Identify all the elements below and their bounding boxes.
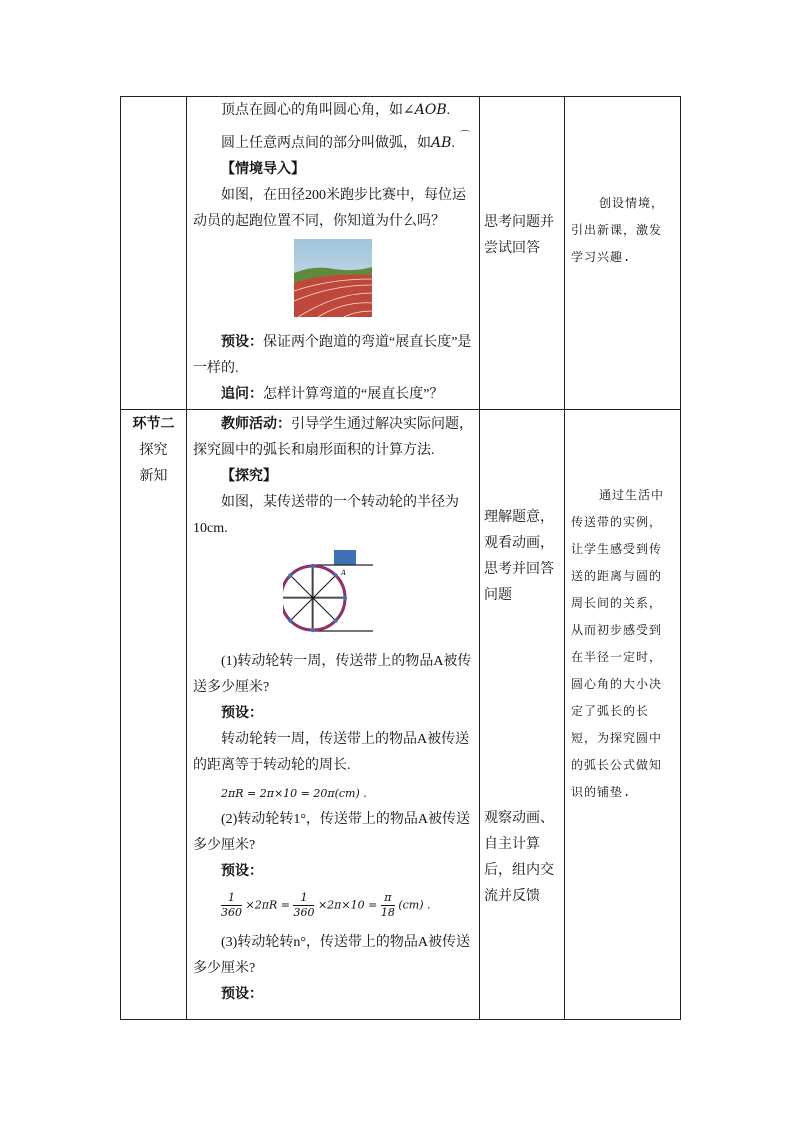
question-2: (2)转动轮转1°，传送带上的物品A被传送多少厘米?	[193, 812, 471, 853]
preset-label-3: 预设：	[221, 987, 263, 1002]
formula-2: $\frac{1}{360}$ ×2πR = $\frac{1}{360}$ ×2π×10 = $\frac{\pi}{18}$ (cm) .	[221, 891, 431, 919]
table-row	[121, 97, 681, 410]
design-intent-cell	[565, 97, 681, 410]
stage-subtitle-2: 新知	[139, 469, 168, 484]
section-heading: 【情境导入】	[221, 162, 305, 177]
definition-arc: 圆上任意两点间的部分叫做弧，如 ⌒ AB.	[193, 130, 475, 157]
stage-cell-empty	[121, 97, 187, 410]
student-activity-text-b: 观察动画、自主计算后，组内交流并反馈	[484, 811, 554, 904]
teacher-activity-cell	[187, 410, 480, 1020]
table-row	[121, 410, 681, 1020]
stage-cell	[121, 410, 187, 1020]
scenario-text: 如图，在田径200米跑步比赛中，每位运动员的起跑位置不同，你知道为什么吗？	[193, 188, 466, 229]
student-activity-text-a: 理解题意，观看动画，思考并回答问题	[484, 510, 554, 603]
follow-up-question: 追问：怎样计算弯道的“展直长度”？	[221, 387, 444, 402]
answer-1: 转动轮转一周，传送带上的物品A被传送的距离等于转动轮的周长.	[193, 732, 470, 773]
running-track-image	[187, 239, 479, 322]
student-activity-cell	[480, 97, 565, 410]
stage-label	[121, 412, 186, 490]
explore-heading: 【探究】	[221, 469, 277, 484]
fraction: $\frac{\pi}{18}$	[380, 891, 395, 919]
question-3: (3)转动轮转n°，传送带上的物品A被传送多少厘米?	[193, 935, 471, 976]
fraction: $\frac{1}{360}$	[221, 891, 242, 919]
design-intent-text: 创设情境，引出新课，激发学习兴趣.	[571, 196, 665, 264]
preset-label-2: 预设：	[221, 864, 263, 879]
teacher-activity-cell	[187, 97, 480, 410]
point-a-label: A	[341, 569, 347, 577]
stage-title: 环节二	[132, 417, 175, 432]
design-intent-text: 通过生活中传送带的实例，让学生感受到传送的距离与圆的周长间的关系，从而初步感受到在半径一定时，圆心角的大小决定了弧长的长短，为探究圆中的弧长公式做知识的铺垫.	[571, 488, 665, 799]
formula-1: 2πR = 2π×10 = 20π(cm) .	[221, 787, 367, 800]
design-intent-cell	[565, 410, 681, 1020]
teacher-activity-text: 教师活动：引导学生通过解决实际问题，探究圆中的弧长和扇形面积的计算方法.	[193, 417, 473, 458]
fraction: $\frac{1}{360}$	[293, 891, 315, 919]
explore-intro: 如图，某传送带的一个转动轮的半径为10cm.	[193, 495, 459, 536]
preset-answer: 预设：保证两个跑道的弯道“展直长度”是一样的.	[193, 335, 472, 376]
arc-notation: ⌒ AB	[431, 135, 451, 151]
arc-symbol: ⌒	[460, 131, 470, 142]
question-1: (1)转动轮转一周，传送带上的物品A被传送多少厘米?	[193, 654, 472, 695]
stage-subtitle-1: 探究	[139, 443, 168, 458]
conveyor-wheel-diagram	[187, 548, 479, 639]
student-activity-text: 思考问题并尝试回答	[484, 215, 554, 256]
definition-central-angle: 顶点在圆心的角叫圆心角，如∠AOB.	[221, 102, 451, 118]
preset-label-1: 预设：	[221, 706, 263, 721]
student-activity-cell	[480, 410, 565, 1020]
lesson-table	[120, 96, 681, 1020]
